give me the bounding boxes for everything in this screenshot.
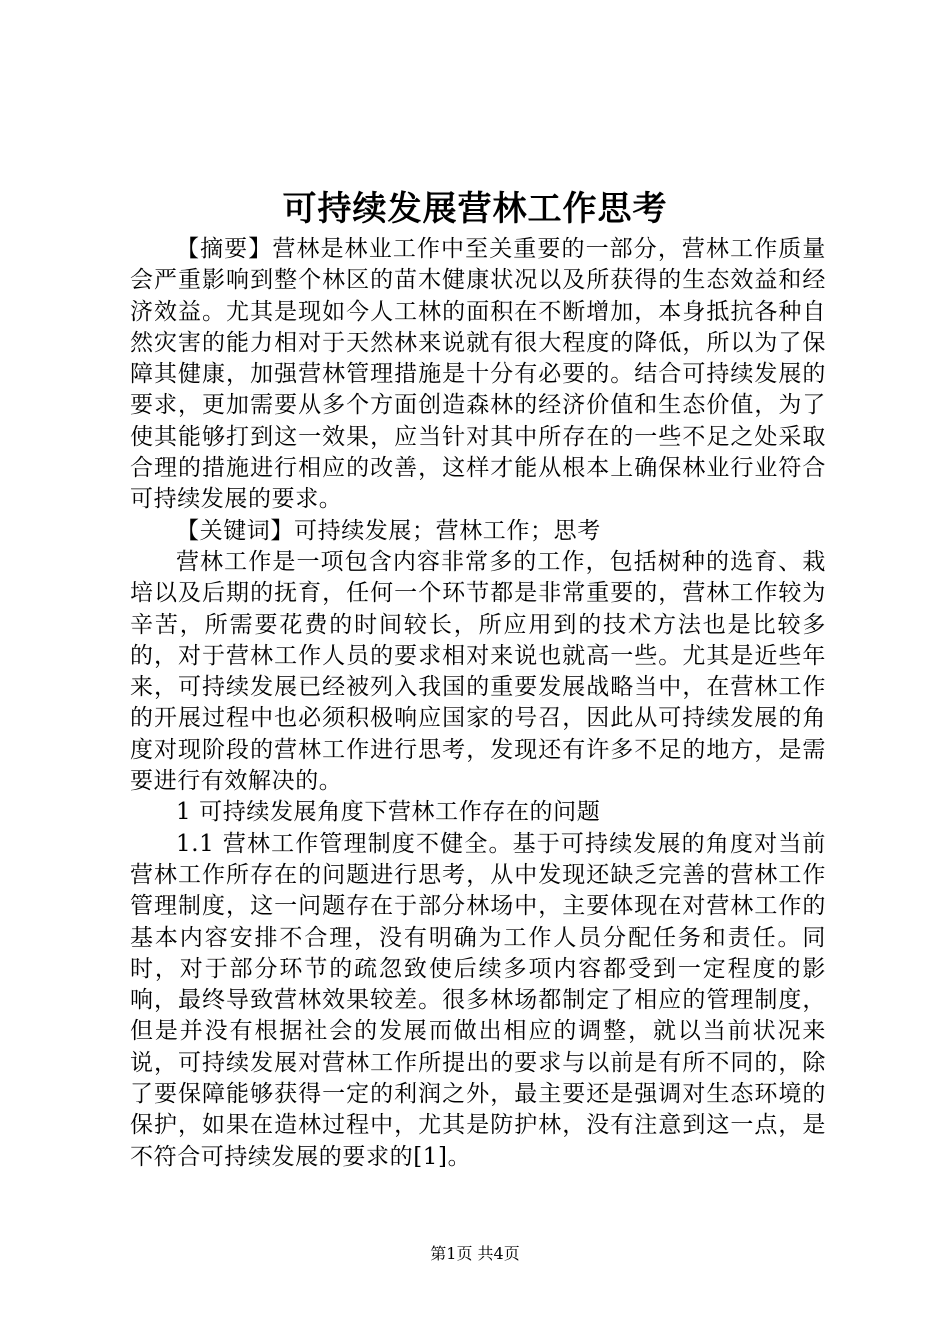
abstract-paragraph: 【摘要】营林是林业工作中至关重要的一部分，营林工作质量会严重影响到整个林区的苗木健康状况以及所获得的生态效益和经济效益。尤其是现如今人工林的面积在不断增加，本身抵抗各种自然灾害的能力相对于天然林来说就有很大程度的降低，所以为了保障其健康，加强营林管理措施是十分有必要的。结合可持续发展的要求，更加需要从多个方面创造森林的经济价值和生态价值，为了使其能够打到这一效果，应当针对其中所存在的一些不足之处采取合理的措施进行相应的改善，这样才能从根本上确保林业行业符合可持续发展的要求。 (130, 236, 826, 513)
document-title: 可持续发展营林工作思考 (282, 189, 668, 229)
intro-paragraph: 营林工作是一项包含内容非常多的工作，包括树种的选育、栽培以及后期的抚育，任何一个环节都是非常重要的，营林工作较为辛苦，所需要花费的时间较长，所应用到的技术方法也是比较多的，对于营林工作人员的要求相对来说也就高一些。尤其是近些年来，可持续发展已经被列入我国的重要发展战略当中，在营林工作的开展过程中也必须积极响应国家的号召，因此从可持续发展的角度对现阶段的营林工作进行思考，发现还有许多不足的地方，是需要进行有效解决的。 (130, 548, 826, 795)
document-body (130, 234, 826, 1173)
keywords-paragraph: 【关键词】可持续发展；营林工作；思考 (176, 517, 601, 544)
subsection-paragraph: 1.1 营林工作管理制度不健全。基于可持续发展的角度对当前营林工作所存在的问题进行思考，从中发现还缺乏完善的营林工作管理制度，这一问题存在于部分林场中，主要体现在对营林工作的基本内容安排不合理，没有明确为工作人员分配任务和责任。同时，对于部分环节的疏忽致使后续多项内容都受到一定程度的影响，最终导致营林效果较差。很多林场都制定了相应的管理制度，但是并没有根据社会的发展而做出相应的调整，就以当前状况来说，可持续发展对营林工作所提出的要求与以前是有所不同的，除了要保障能够获得一定的利润之外，最主要还是强调对生态环境的保护，如果在造林过程中，尤其是防护林，没有注意到这一点，是不符合可持续发展的要求的[1]。 (130, 830, 826, 1170)
page-footer: 第1页 共4页 (430, 1244, 520, 1263)
section-heading: 1 可持续发展角度下营林工作存在的问题 (176, 799, 601, 826)
